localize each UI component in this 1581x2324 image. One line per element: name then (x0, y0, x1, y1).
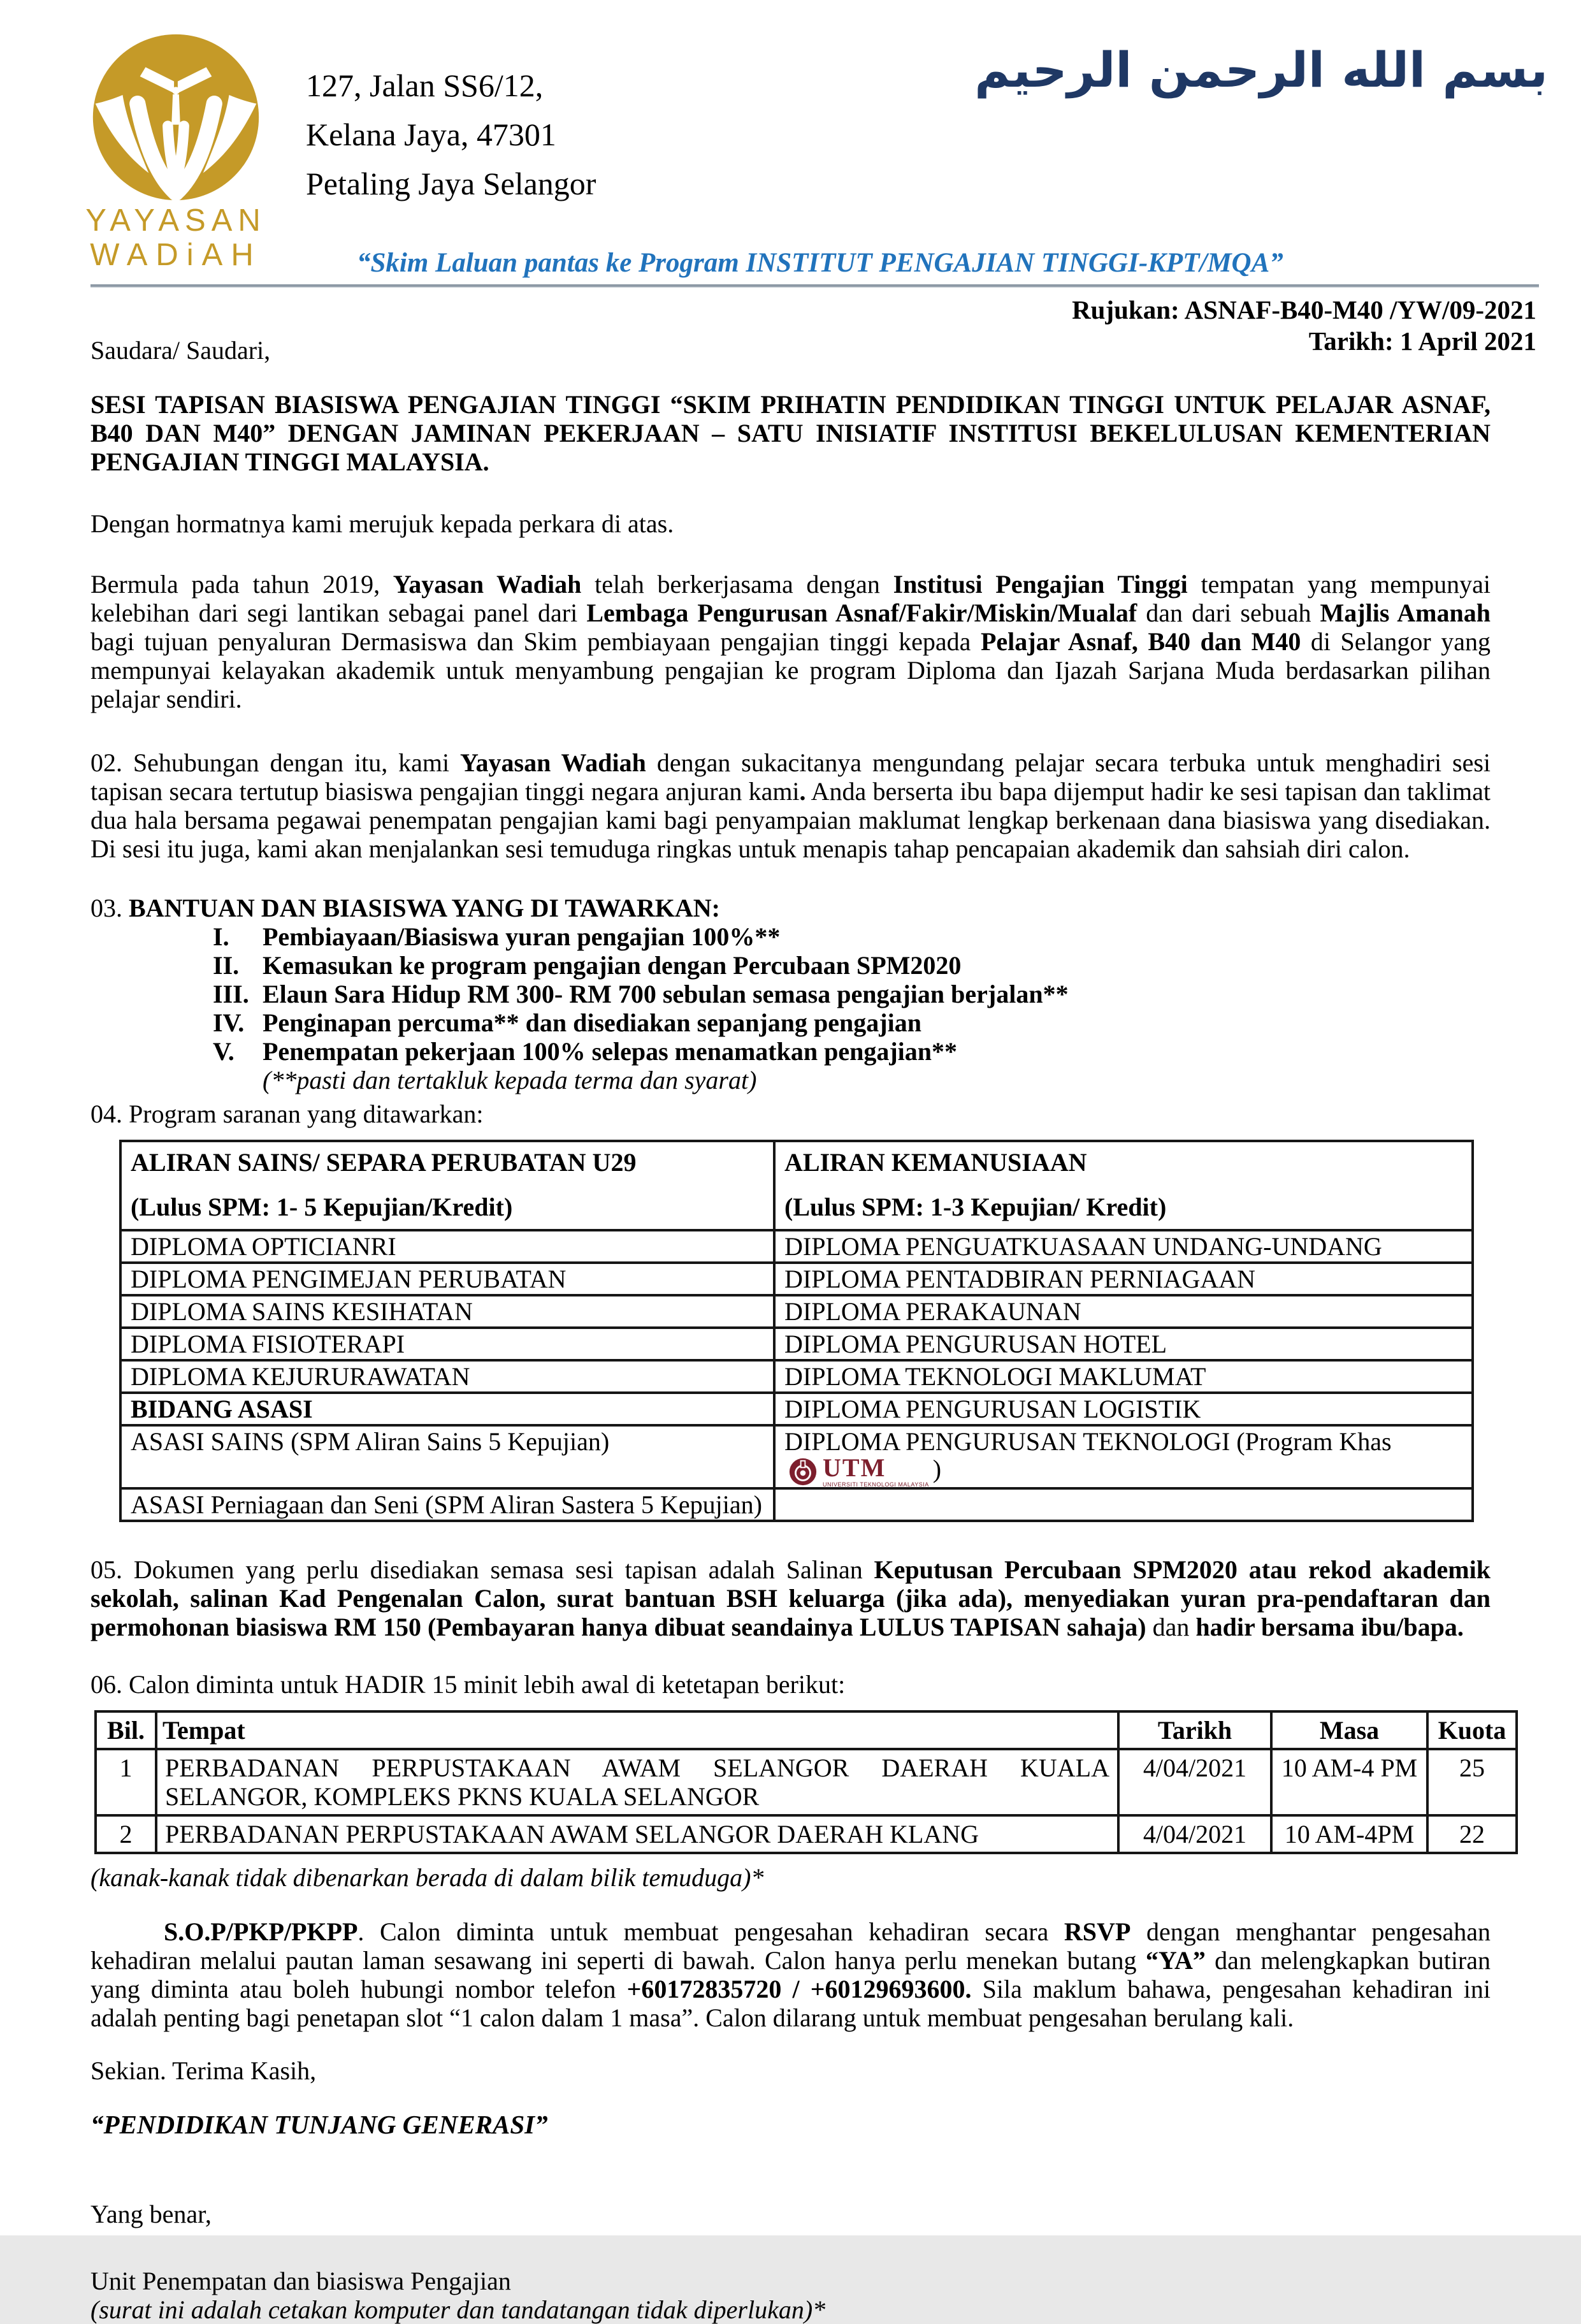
table-row (120, 1360, 1473, 1393)
table-header-cell: Tarikh (1118, 1711, 1271, 1749)
table-row (120, 1488, 1473, 1521)
table-cell: 4/04/2021 (1118, 1815, 1271, 1853)
list-number: I. (213, 922, 229, 951)
list-item (90, 1008, 1491, 1037)
list-text: Elaun Sara Hidup RM 300- RM 700 sebulan semasa pengajian berjalan** (263, 980, 1069, 1008)
disclaimer: (surat ini adalah cetakan komputer dan tandatangan tidak diperlukan)* (90, 2295, 826, 2324)
table-row (120, 1263, 1473, 1295)
table-cell: ASASI SAINS (SPM Aliran Sains 5 Kepujian) (120, 1425, 774, 1488)
org-logo (83, 31, 269, 273)
table-cell: PERBADANAN PERPUSTAKAAN AWAM SELANGOR DAERAH KLANG (156, 1815, 1118, 1853)
table-row (120, 1393, 1473, 1425)
table-header-cell: Bil. (96, 1711, 156, 1749)
benefits-list (90, 922, 1491, 1094)
table-header-cell: Masa (1271, 1711, 1427, 1749)
table-header-cell: ALIRAN KEMANUSIAAN (Lulus SPM: 1-3 Kepujian/ Kredit) (774, 1141, 1473, 1230)
table-cell: DIPLOMA PENGURUSAN LOGISTIK (774, 1393, 1473, 1425)
table-row (120, 1328, 1473, 1360)
org-name-line1: YAYASAN (85, 203, 266, 238)
table-row (96, 1815, 1517, 1853)
table-cell: DIPLOMA OPTICIANRI (120, 1230, 774, 1263)
motto: “PENDIDIKAN TUNJANG GENERASI” (90, 2109, 548, 2139)
list-item (90, 922, 1491, 951)
utm-emblem-icon (788, 1457, 818, 1486)
benefits-note: (**pasti dan tertakluk kepada terma dan syarat) (263, 1066, 757, 1094)
table-row (120, 1425, 1473, 1488)
table-cell (774, 1488, 1473, 1521)
table-row (120, 1295, 1473, 1328)
paragraph-06: 06. Calon diminta untuk HADIR 15 minit lebih awal di ketetapan berikut: (90, 1669, 846, 1699)
table-cell: 10 AM-4PM (1271, 1815, 1427, 1853)
table-cell: DIPLOMA PENGIMEJAN PERUBATAN (120, 1263, 774, 1295)
table-header-cell: Tempat (156, 1711, 1118, 1749)
list-item (90, 951, 1491, 980)
sessions-table (94, 1710, 1518, 1854)
programs-table (119, 1140, 1474, 1522)
list-text: Penempatan pekerjaan 100% selepas menamatkan pengajian** (263, 1037, 958, 1066)
yayasan-wadiah-logo-icon (89, 31, 263, 204)
table-header-cell: Kuota (1427, 1711, 1517, 1749)
table-cell: DIPLOMA KEJURURAWATAN (120, 1360, 774, 1393)
heading-03: 03. BANTUAN DAN BIASISWA YANG DI TAWARKAN: (90, 894, 720, 922)
table-header-cell: ALIRAN SAINS/ SEPARA PERUBATAN U29 (Lulus SPM: 1- 5 Kepujian/Kredit) (120, 1141, 774, 1230)
divider-rule (90, 284, 1539, 287)
utm-caption: UNIVERSITI TEKNOLOGI MALAYSIA (823, 1481, 929, 1488)
table-row (96, 1749, 1517, 1815)
paragraph-02: 02. Sehubungan dengan itu, kami Yayasan Wadiah dengan sukacitanya mengundang pelajar secara terbuka untuk menghadiri sesi tapisan secara tertutup biasiswa pengajian tinggi negara anjuran kami. Anda berserta ibu bapa dijemput hadir ke sesi tapisan dan taklimat dua hala bersama pegawai penempatan pengajian kami bagi penyampaian maklumat lengkap berkenaan dana biasiswa yang disediakan. Di sesi itu juga, kami akan menjalankan sesi temuduga ringkas untuk menapis tahap pencapaian akademik dan sahsiah diri calon. (90, 748, 1491, 863)
paragraph-05: 05. Dokumen yang perlu disediakan semasa sesi tapisan adalah Salinan Keputusan Percubaan SPM2020 atau rekod akademik sekolah, salinan Kad Pengenalan Calon, surat bantuan BSH keluarga (jika ada), menyediakan yuran pra-pendaftaran dan permohonan biasiswa RM 150 (Pembayaran hanya dibuat seandainya LULUS TAPISAN sahaja) dan hadir bersama ibu/bapa. (90, 1555, 1491, 1641)
table-cell: DIPLOMA PERAKAUNAN (774, 1295, 1473, 1328)
sessions-note: (kanak-kanak tidak dibenarkan berada di dalam bilik temuduga)* (90, 1863, 764, 1892)
list-number: IV. (213, 1008, 245, 1037)
paragraph-intro: Dengan hormatnya kami merujuk kepada perkara di atas. (90, 509, 674, 538)
list-number: III. (213, 980, 249, 1008)
reference-number: Rujukan: ASNAF-B40-M40 /YW/09-2021 (1072, 295, 1536, 324)
list-text: Penginapan percuma** dan disediakan sepanjang pengajian (263, 1008, 921, 1037)
utm-logo (788, 1453, 929, 1488)
table-header-row (120, 1141, 1473, 1230)
utm-abbr: UTM (823, 1453, 886, 1483)
paragraph-background: Bermula pada tahun 2019, Yayasan Wadiah telah berkerjasama dengan Institusi Pengajian Tinggi tempatan yang mempunyai kelebihan dari segi lantikan sebagai panel dari Lembaga Pengurusan Asnaf/Fakir/Miskin/Mualaf dan dari sebuah Majlis Amanah bagi tujuan penyaluran Dermasiswa dan Skim pembiayaan pengajian tinggi kepada Pelajar Asnaf, B40 dan M40 di Selangor yang mempunyai kelayakan akademik untuk menyambung pengajian ke program Diploma dan Ijazah Sarjana Muda berdasarkan pilihan pelajar sendiri. (90, 570, 1491, 713)
list-text: Kemasukan ke program pengajian dengan Percubaan SPM2020 (263, 951, 962, 980)
table-cell: 25 (1427, 1749, 1517, 1815)
list-number: II. (213, 951, 240, 980)
list-text: Pembiayaan/Biasiswa yuran pengajian 100%** (263, 922, 781, 951)
letter-date: Tarikh: 1 April 2021 (1308, 326, 1536, 356)
table-cell: DIPLOMA SAINS KESIHATAN (120, 1295, 774, 1328)
paragraph-04: 04. Program saranan yang ditawarkan: (90, 1100, 484, 1128)
table-cell: DIPLOMA TEKNOLOGI MAKLUMAT (774, 1360, 1473, 1393)
table-cell: 1 (96, 1749, 156, 1815)
sop-paragraph: S.O.P/PKP/PKPP. Calon diminta untuk membuat pengesahan kehadiran secara RSVP dengan menghantar pengesahan kehadiran melalui pautan laman sesawang ini seperti di bawah. Calon hanya perlu menekan butang “YA” dan melengkapkan butiran yang diminta atau boleh hubungi nombor telefon +60172835720 / +60129693600. Sila maklum bahawa, pengesahan kehadiran ini adalah penting bagi penetapan slot “1 calon dalam 1 masa”. Calon dilarang untuk membuat pengesahan berulang kali. (90, 1917, 1491, 2032)
tagline: “Skim Laluan pantas ke Program INSTITUT PENGAJIAN TINGGI-KPT/MQA” (357, 248, 1283, 278)
address-line: Petaling Jaya Selangor (306, 166, 596, 201)
bismillah-text: بسم الله الرحمن الرحيم (974, 41, 1548, 98)
table-cell: DIPLOMA PENGUATKUASAAN UNDANG-UNDANG (774, 1230, 1473, 1263)
table-cell: DIPLOMA FISIOTERAPI (120, 1328, 774, 1360)
table-cell: 2 (96, 1815, 156, 1853)
org-name-line2: WADiAH (90, 237, 262, 272)
letter-body (90, 390, 1506, 2324)
table-cell: ASASI Perniagaan dan Seni (SPM Aliran Sastera 5 Kepujian) (120, 1488, 774, 1521)
table-cell: DIPLOMA PENTADBIRAN PERNIAGAAN (774, 1263, 1473, 1295)
reference-block (1072, 294, 1536, 357)
table-cell: 4/04/2021 (1118, 1749, 1271, 1815)
table-cell: DIPLOMA PENGURUSAN TEKNOLOGI (Program Khas UTM UNIVERSITI TEKNOLOGI MALAYSIA ) (774, 1425, 1473, 1488)
address-line: Kelana Jaya, 47301 (306, 117, 556, 152)
table-cell: BIDANG ASASI (120, 1393, 774, 1425)
unit-name: Unit Penempatan dan biasiswa Pengajian (90, 2266, 511, 2295)
signoff: Yang benar, (90, 2199, 212, 2228)
salutation: Saudara/ Saudari, (90, 336, 271, 365)
list-number: V. (213, 1037, 235, 1066)
table-cell: 22 (1427, 1815, 1517, 1853)
table-row (120, 1230, 1473, 1263)
list-item (90, 980, 1491, 1008)
address-line: 127, Jalan SS6/12, (306, 68, 544, 103)
closing-thanks: Sekian. Terima Kasih, (90, 2056, 317, 2085)
subject-heading: SESI TAPISAN BIASISWA PENGAJIAN TINGGI “SKIM PRIHATIN PENDIDIKAN TINGGI UNTUK PELAJAR ASNAF, B40 DAN M40” DENGAN JAMINAN PEKERJAAN – SATU INISIATIF INSTITUSI BEKELULUSAN KEMENTERIAN PENGAJIAN TINGGI MALAYSIA. (90, 390, 1491, 476)
table-cell: DIPLOMA PENGURUSAN HOTEL (774, 1328, 1473, 1360)
table-cell: PERBADANAN PERPUSTAKAAN AWAM SELANGOR DAERAH KUALA SELANGOR, KOMPLEKS PKNS KUALA SELANGOR (156, 1749, 1118, 1815)
table-header-row (96, 1711, 1517, 1749)
list-item (90, 1037, 1491, 1066)
letterhead-address (306, 61, 596, 208)
table-cell: 10 AM-4 PM (1271, 1749, 1427, 1815)
